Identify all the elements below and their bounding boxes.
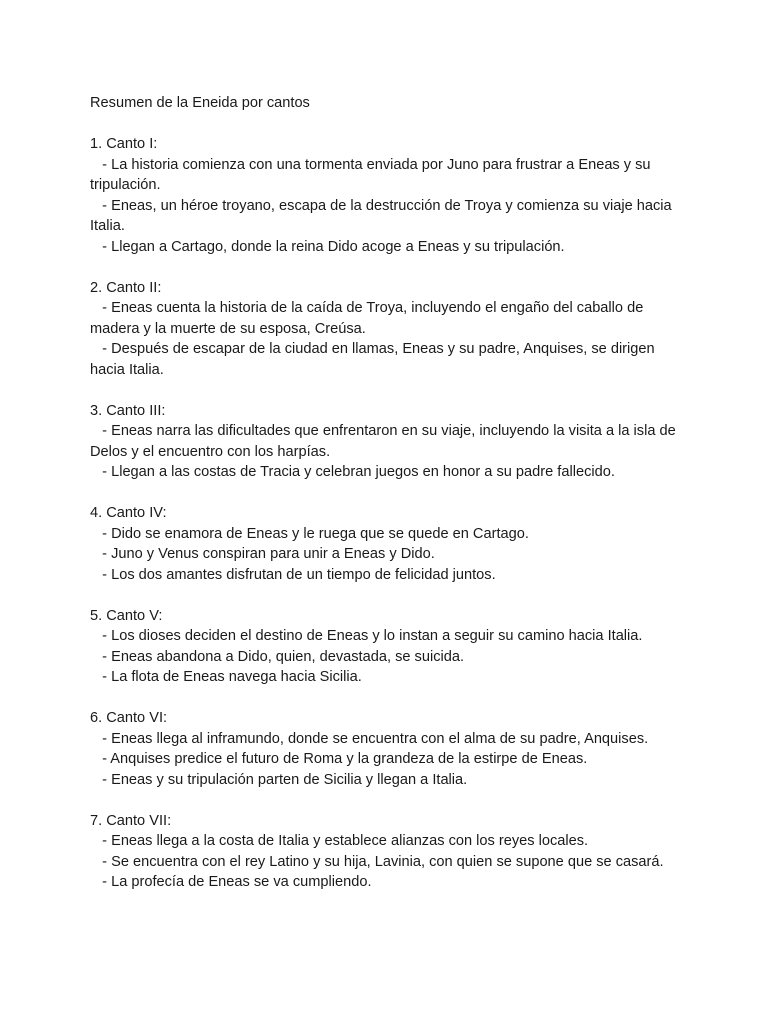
canto-item: - Llegan a las costas de Tracia y celebran juegos en honor a su padre fallecido.: [90, 464, 615, 480]
canto-section: [90, 401, 690, 483]
canto-item: - Llegan a Cartago, donde la reina Dido acoge a Eneas y su tripulación.: [90, 238, 565, 255]
canto-heading: 1. Canto I:: [90, 136, 158, 152]
canto-heading: 5. Canto V:: [90, 607, 163, 624]
canto-item: - Dido se enamora de Eneas y le ruega que se quede en Cartago.: [90, 525, 529, 542]
canto-section: [90, 606, 690, 688]
canto-item: - Se encuentra con el rey Latino y su hija, Lavinia, con quien se supone que se casará.: [90, 853, 664, 870]
canto-item: - Anquises predice el futuro de Roma y la grandeza de la estirpe de Eneas.: [90, 751, 588, 767]
canto-item: - Eneas llega al inframundo, donde se encuentra con el alma de su padre, Anquises.: [90, 730, 649, 747]
canto-item: - La profecía de Eneas se va cumpliendo.: [90, 874, 372, 890]
canto-heading: 6. Canto VI:: [90, 710, 168, 726]
canto-item: - Eneas y su tripulación parten de Sicilia y llegan a Italia.: [90, 771, 468, 788]
document-content: [90, 93, 690, 913]
canto-item: - Eneas llega a la costa de Italia y establece alianzas con los reyes locales.: [90, 833, 589, 849]
canto-item: - Juno y Venus conspiran para unir a Eneas y Dido.: [90, 546, 435, 562]
canto-item: - La historia comienza con una tormenta enviada por Juno para frustrar a Eneas y su tripulación.: [90, 156, 655, 193]
canto-section: [90, 278, 690, 381]
canto-heading: 4. Canto IV:: [90, 505, 167, 521]
canto-section: [90, 811, 690, 893]
document-title: Resumen de la Eneida por cantos: [90, 95, 310, 111]
canto-item: - La flota de Eneas navega hacia Sicilia.: [90, 669, 362, 685]
canto-item: - Los dos amantes disfrutan de un tiempo de felicidad juntos.: [90, 566, 496, 583]
canto-heading: 2. Canto II:: [90, 279, 162, 296]
canto-heading: 7. Canto VII:: [90, 812, 172, 829]
canto-section: [90, 503, 690, 585]
canto-section: [90, 134, 690, 257]
canto-item: - Eneas narra las dificultades que enfrentaron en su viaje, incluyendo la visita a la isla de Delos y el encuentro con los harpías.: [90, 423, 680, 460]
canto-heading: 3. Canto III:: [90, 402, 166, 419]
canto-item: - Después de escapar de la ciudad en llamas, Eneas y su padre, Anquises, se dirigen hacia Italia.: [90, 341, 659, 378]
canto-item: - Eneas cuenta la historia de la caída de Troya, incluyendo el engaño del caballo de madera y la muerte de su esposa, Creúsa.: [90, 300, 648, 337]
canto-item: - Eneas, un héroe troyano, escapa de la destrucción de Troya y comienza su viaje hacia Italia.: [90, 197, 676, 234]
canto-item: - Eneas abandona a Dido, quien, devastada, se suicida.: [90, 648, 465, 665]
canto-section: [90, 708, 690, 790]
canto-item: - Los dioses deciden el destino de Eneas y lo instan a seguir su camino hacia Italia.: [90, 628, 643, 644]
